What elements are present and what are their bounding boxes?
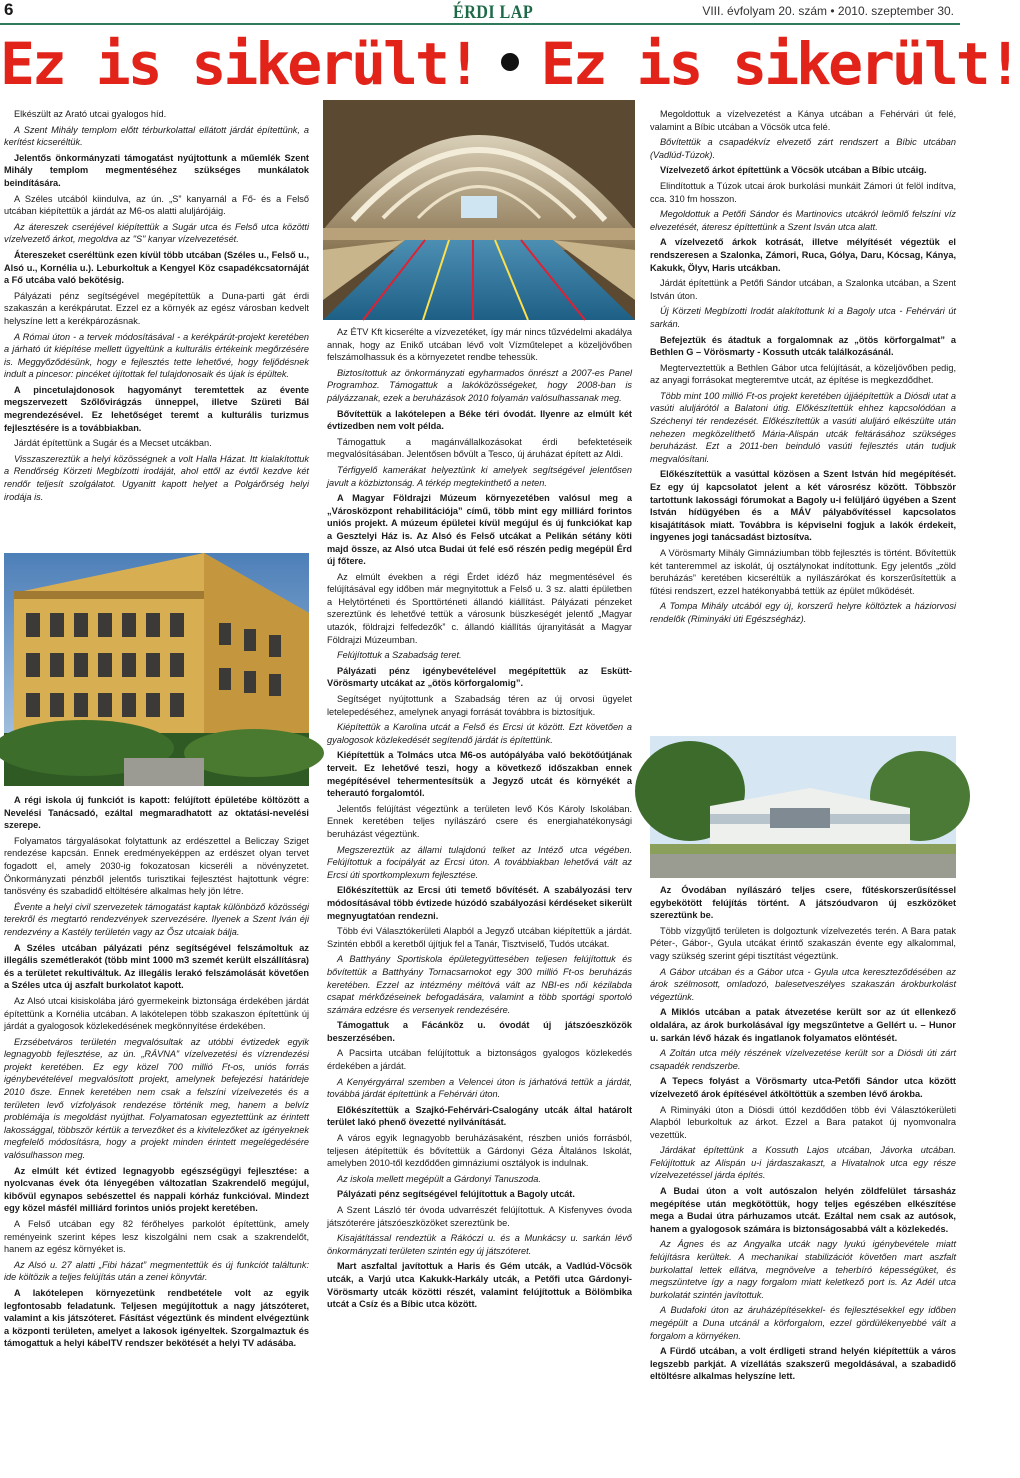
pool-photo bbox=[323, 100, 635, 320]
article-paragraph: Előkészítettük az Ercsi úti temető bővítését. A szabályozási terv módosításával több évtizede húzódó szabályozási kérdéseket sikerült megnyugtatóan rendezni. bbox=[327, 885, 632, 921]
article-paragraph: Elkészült az Arató utcai gyalogos híd. bbox=[14, 109, 167, 119]
article-paragraph: Kiépítettük a Karolina utcát a Felső és Ercsi út között. Ezt követően a gyalogosok közlekedését segítendő járdát is építettünk. bbox=[327, 722, 632, 745]
school-building-photo bbox=[4, 553, 309, 786]
column-1-bottom bbox=[4, 794, 309, 1474]
article-paragraph: Kisajátítással rendeztük a Rákóczi u. és a Munkácsy u. sarkán lévő önkormányzati területen szintén egy új játszóteret. bbox=[327, 1233, 632, 1256]
article-paragraph: Befejeztük és átadtuk a forgalomnak az „ötös körforgalmat” a Bethlen G – Vörösmarty - Kossuth utcák találkozásánál. bbox=[650, 334, 956, 358]
article-paragraph: Az ÉTV Kft kicserélte a vízvezetéket, így már nincs tűzvédelmi akadálya annak, hogy az Enikő utcában lévő volt Vízműtelepet a közeljövőben felszámolhassuk és a környezetet rendbe tehessük. bbox=[327, 327, 632, 363]
article-paragraph: Vízelvezető árkot építettünk a Vöcsök utcában a Bíbic utcáig. bbox=[660, 165, 927, 176]
bullet-dot bbox=[501, 53, 519, 71]
article-paragraph: Előkészítettük a Szajkó-Fehérvári-Csalogány utcák által határolt terület lakó phenő övezetté nyilvánítását. bbox=[327, 1104, 632, 1128]
article-paragraph: Átereszeket cseréltünk ezen kívül több utcában (Széles u., Felső u., Alsó u., Kornélia u.). Leburkoltuk a Kengyel Köz csapadékcsatornáját a Fő utcába való bekötésig. bbox=[4, 249, 309, 286]
headline-left: Ez is sikerült! bbox=[0, 30, 479, 98]
article-paragraph: Az elmúlt években a régi Érdet idéző ház megmentésével és felújításával egy időben már megnyitottuk a Felső u. 3 sz. alatti épületben a Helytörténeti és Sporttörténeti állandó kiállítást. Pályázati pénzeket szereztünk és lehetővé tettük a városunk büszkeségét jelentő „Magyar utazók, földrajzi felfedezők” c. állandó kiállítás újranyitását a Magyar Földrajzi Múzeumban. bbox=[327, 571, 632, 645]
newspaper-logo: ÉRDI LAP bbox=[453, 2, 534, 23]
article-paragraph: Pályázati pénz segítségével felújítottuk a Bagoly utcát. bbox=[337, 1189, 575, 1200]
article-paragraph: Az Ágnes és az Angyalka utcák nagy lyukú igénybevétele miatt felújításra kerültek. A mechanikai stabilizációt követően mart aszfalt burkolattal lettek ellátva, megnövelve a teherbíró képességüket, és megszüntetve így a nagy forgalom miatt keletkező port is. Az Adél utca burkolatát szintén javítottuk. bbox=[650, 1239, 956, 1300]
article-paragraph: Segítséget nyújtottunk a Szabadság téren az új orvosi ügyelet letelepedéséhez, amelynek anyagi forrását továbbra is biztosítjuk. bbox=[327, 694, 632, 717]
article-paragraph: A Széles utcában pályázati pénz segítségével felszámoltuk az illegális szemétlerakót (több mint 1000 m3 szemét került elszállításra) és a területet rekultiváltuk. Az illegális lerakó felszámolását követően a Széles utca új aszfalt burkolatot kapott. bbox=[4, 942, 309, 991]
article-paragraph: A Vörösmarty Mihály Gimnáziumban több fejlesztés is történt. Bővítettük két tanteremmel az iskolát, új osztálynokat indítottunk. Egy jelentős „zöld beruházás” keretében kicseréltük a nyílászárókat és korszerűsítettük a fűtési rendszert, ezzel hatékonyabbá tettük az épület működését. bbox=[650, 548, 956, 596]
article-paragraph: Mart aszfaltal javítottuk a Haris és Gém utcák, a Vadlúd-Vöcsök utcák, a Varjú utca Kakukk-Harkály utcák, a Petőfi utca Gárdonyi-Vörösmarty utcák közötti részét, valamint felújítottuk a Bölömbika utcát a Csíz és a Bíbic utca között. bbox=[327, 1261, 632, 1310]
article-paragraph: A lakótelepen környezetünk rendbetétele volt az egyik legfontosabb feladatunk. Teljesen megújítottuk a nagy játszóteret, valamint a kis játszóteret. Fásítást végeztünk és mindent elvégeztünk a központi területen, amelyet a lakosok igényeltek. Szorgalmaztuk és támogattuk a helyi kábelTV rendszer bekötését a helyi TV adásába. bbox=[4, 1287, 309, 1349]
column-3-bottom bbox=[650, 884, 956, 1474]
article-paragraph: A város egyik legnagyobb beruházásaként, részben uniós forrásból, teljesen átépítettük és bővítettük a Gárdonyi Géza Általános Iskolát, amelyben 2010-től kezdődően gimnáziumi osztályok is indulnak. bbox=[327, 1133, 632, 1169]
article-paragraph: Térfigyelő kamerákat helyeztünk ki amelyek segítségével jelentősen javult a közbiztonság. A térkép megtekinthető a neten. bbox=[327, 464, 632, 488]
article-paragraph: Járdát építettünk a Petőfi Sándor utcában, a Szalonka utcában, a Szent István úton. bbox=[650, 278, 956, 301]
headline-right: Ez is sikerült! bbox=[540, 30, 1020, 98]
article-paragraph: Támogattuk a Fácánköz u. óvodát új játszóeszközök beszerzésében. bbox=[327, 1020, 632, 1043]
article-paragraph: Megoldottuk a vízelvezetést a Kánya utcában a Fehérvári út felé, valamint a Bíbic utcában a Vöcsök utca felé. bbox=[650, 109, 956, 132]
article-paragraph: Jelentős felújítást végeztünk a területen levő Kós Károly Iskolában. Ennek keretében teljes nyílászáró csere és energiahatékonysági beruházást végeztünk. bbox=[327, 803, 632, 839]
article-paragraph: Biztosítottuk az önkormányzati egyharmados önrészt a 2007-es Panel Programhoz. Támogattuk a lakóközösségeket, hogy 2008-ban is pályázzanak, ezek a beruházások 2010 folyamán valósulhassanak meg. bbox=[327, 367, 632, 403]
article-paragraph: A Batthyány Sportiskola épületegyüttesében teljesen felújítottuk és bővítettük a Batthyány Tornacsarnokot egy 300 millió Ft-os beruházás keretében. Ezzel az intézmény méltóvá vált az NBI-es női kézilabda csapat mérkőzéseinek befogadására, valamint a több sportági sportoló számára edzésre és versenyek rendezésére. bbox=[327, 954, 632, 1015]
article-paragraph: A Budafoki úton az áruházépítésekkel- és fejlesztésekkel egy időben megépült a Duna utcánál a körforgalom, ezzel gördülékenyebbé vált a forgalom a környéken. bbox=[650, 1305, 956, 1341]
article-paragraph: A Tepecs folyást a Vörösmarty utca-Petőfi Sándor utca között vízelvezető árok építésével átköltöttük a szemben lévő árokba. bbox=[650, 1076, 956, 1099]
article-paragraph: Megterveztettük a Bethlen Gábor utca felújítását, a közeljövőben pedig, az anyagi forrásokat megteremtve utcát, az építése is megkezdődhet. bbox=[650, 362, 956, 386]
article-paragraph: Új Körzeti Megbízotti Irodát alakítottunk ki a Bagoly utca - Fehérvári út sarkán. bbox=[650, 306, 956, 329]
article-paragraph: Pályázati pénz segítségével megépítettük a Duna-parti gát érdi szakaszán a kerékpárutat. Ezzel ez a környék az egész városban kedvelt helyszíne lett a kerékpározásnak. bbox=[4, 290, 309, 326]
article-paragraph: Pályázati pénz igénybevételével megépítettük az Eskütt-Vörösmarty utcákat az „ötös körforgalomig”. bbox=[327, 665, 632, 689]
header-rule bbox=[0, 23, 960, 25]
sports-hall-illustration bbox=[650, 736, 956, 878]
article-paragraph: A Riminyáki úton a Diósdi úttól kezdődően több évi Választókerületi Alapból leburkoltuk az árkot. Ezzel a Bara patakot új nyomvonalra vezettük. bbox=[650, 1104, 956, 1140]
article-paragraph: A Széles utcából kiindulva, az ún. „S” kanyarnál a Fő- és a Felső utcában kiépítettük a járdát az M6-os alatti aluljárójáig. bbox=[4, 193, 309, 217]
article-paragraph: Több mint 100 millió Ft-os projekt keretében újjáépítettük a Diósdi utat a vasúti aluljárótól a Balatoni útig. Előkészítettük ehhez kapcsolódóan a Széchenyi tér rendezését. Előkészítettük a vasúti aluljáró elkészülte után nehezen megközelíthető Mária-Alispán utcák feltárásához szükséges beruházást. Ezt a 2011-ben beinduló vasúti fejlesztés után tudjuk megvalósítani. bbox=[650, 390, 956, 464]
article-paragraph: A Fürdő utcában, a volt érdligeti strand helyén kiépítettük a város legszebb parkját. A vízellátás szakszerű megoldásával, a szabadidő eltöltésre alkalmas helyszíne lett. bbox=[650, 1346, 956, 1382]
article-paragraph: A Gábor utcában és a Gábor utca - Gyula utca kereszteződésében az árok szélmosott, omladozó, balesetveszélyes szakaszán árokburkolást végeztünk. bbox=[650, 966, 956, 1002]
pool-illustration bbox=[323, 100, 635, 320]
article-paragraph: Előkészítettük a vasúttal közösen a Szent István híd megépítését. Ez egy új kapcsolatot jelent a két városrész között. Többször tartottunk lakossági fórumokat a Bagoly u-i felüljáró ügyében a Szent István hídügyében és a MÁV pályabővítéssel kapcsolatos kisajátítások miatt. Továbbra is képviselni fogjuk a lakók érdekeit, ingyenes jogi tanácsadást biztosítva. bbox=[650, 469, 956, 543]
article-paragraph: A Miklós utcában a patak átvezetése került sor az út ellenkező oldalára, az árok burkolásával így megszűntetve a Gellért u. – Hunor u. sarkán lévő házak és ingatlanok folyamatos elöntését. bbox=[650, 1007, 956, 1043]
article-paragraph: Több évi Választókerületi Alapból a Jegyző utcában kiépítettük a járdát. Szintén ebből a keretből újítjuk fel a Tanár, Tisztviselő, Tudós utcákat. bbox=[327, 926, 632, 949]
article-paragraph: A Pacsirta utcában felújítottuk a biztonságos gyalogos közlekedés érdekében a járdát. bbox=[327, 1048, 632, 1072]
article-paragraph: A Tompa Mihály utcából egy új, korszerű helyre költöztek a háziorvosi rendelők (Riminyáki úti Egészségház). bbox=[650, 601, 956, 624]
headline-banner bbox=[0, 30, 1020, 98]
article-paragraph: Bővítettük a lakótelepen a Béke téri óvodát. Ilyenre az elmúlt két évtizedben nem volt példa. bbox=[327, 408, 632, 432]
page-header bbox=[0, 0, 960, 26]
article-paragraph: Bővítettük a csapadékvíz elvezető zárt rendszert a Bíbic utcában (Vadlúd-Túzok). bbox=[650, 137, 956, 160]
article-paragraph: Folyamatos tárgyalásokat folytattunk az erdészettel a Beliczay Sziget rendezése kapcsán. Ennek eredményeképpen az erdészet olyan tervet fogadott el, amely 2030-ig fokozatosan kicseréli a növényzetet. Önkormányzati pénzből jelentős turisztikai fejlesztést hajtottunk végre: tanösvény és szabadidő eltöltésére alkalmas hely jön létre. bbox=[4, 835, 309, 897]
article-paragraph: Megszereztük az állami tulajdonú telket az Intéző utca végében. Felújítottuk a focipályát az Ercsi úton. A továbbiakban lehetővá vált az Ercsi úti sportkomplexum fejlesztése. bbox=[327, 844, 632, 880]
article-paragraph: Elindítottuk a Túzok utcai árok burkolási munkáit Zámori út felöl indítva, cca. 310 fm hosszon. bbox=[650, 180, 956, 204]
article-paragraph: Az átereszek cseréjével kiépítettük a Sugár utca és Felső utca közötti vízelvezető árkot, megoldva az "S" kanyar vízelvezetését. bbox=[4, 221, 309, 245]
article-paragraph: Évente a helyi civil szervezetek támogatást kaptak különböző közösségi terekről és megtartó rendezvények szervezésére. Ilyenek a Szent Iván éji rendezvény a Kastély területén vagy az Ősz utcaiak bálja. bbox=[4, 901, 309, 937]
article-paragraph: A Zoltán utca mély részének vízelvezetése került sor a Diósdi úti zárt csapadék rendszerbe. bbox=[650, 1048, 956, 1071]
article-paragraph: Erzsébetváros területén megvalósultak az utóbbi évtizedek egyik legnagyobb fejlesztése, az ún. „RÁVNA” vízelvezetési és vízrendezési projekt keretében. Ez egy közel 700 millió Ft-os, uniós forrás igénybevételével megvalósított projekt, amelynek befejezési határideje 2010 ősze. Ennek keretében nem csak a felszíni vízelvezetés és a területen levő vízfolyások rendezése történik meg, hanem a belvíz problémája is megoldást nyújthat. Folyamatosan egyeztettünk az érintett lakossággal, többször kértük a tervezőket és a kivitelezőket az igényeknek megfelelő módosításra, hogy a projekt minden érintett megelégedésére valósulhasson meg. bbox=[4, 1036, 309, 1161]
article-paragraph: Az Óvodában nyílászáró teljes csere, fűtéskorszerűsítéssel egybekötött felújítás történt. A játszóudvaron új eszközöket szereztünk be. bbox=[650, 885, 956, 921]
article-paragraph: Megoldottuk a Petőfi Sándor és Martinovics utcákról leömlő felszíni víz elvezetését, áteresz építtettünk a Szent Isván utca alatt. bbox=[650, 209, 956, 232]
school-illustration bbox=[4, 553, 309, 786]
article-paragraph: Az iskola mellett megépült a Gárdonyi Tanuszoda. bbox=[337, 1173, 541, 1184]
column-2 bbox=[327, 326, 632, 1474]
article-paragraph: Támogattuk a magánvállalkozásokat érdi befektetéseik megvalósításában. Jelentősen bővült a Tesco, új áruházat épített az Aldi. bbox=[327, 436, 632, 460]
article-paragraph: A vízelvezető árkok kotrását, illetve mélyítését végeztük el rendszeresen a Szalonka, Zámori, Ruca, Gólya, Daru, Kócsag, Kánya, Kakukk, Ölyv, Haris utcákban. bbox=[650, 237, 956, 273]
article-paragraph: Jelentős önkormányzati támogatást nyújtottunk a műemlék Szent Mihály templom megmentéséhez szükséges munkálatok beindítására. bbox=[4, 152, 309, 188]
article-paragraph: A Felső utcában egy 82 férőhelyes parkolót építettünk, amely reményeink szerint képes lesz kiszolgálni nem csak a szakrendelőt, hanem az egész környéket is. bbox=[4, 1219, 309, 1255]
article-paragraph: Az elmúlt két évtized legnagyobb egészségügyi fejlesztése: a nyolcvanas évek óta lényegében változatlan Szakrendelő megújul, kibővül egynapos sebészettel és nappali kórház funkcióval. Mindezt egy közel másfél milliárd forintos uniós projekt keretében. bbox=[4, 1165, 309, 1214]
article-paragraph: Több vízgyűjtő területen is dolgoztunk vízelvezetés terén. A Bara patak Péter-, Gábor-, Gyula utcákat érintő szakaszán évente egy alkalommal, vagy szükség szerint gépi tisztítást végeztünk. bbox=[650, 925, 956, 961]
article-paragraph: A pincetulajdonosok hagyományt teremtettek az évente megszervezett Szőlővirágzás ünneppel, illetve Szüreti Bál megrendezésével. Ez lehetőséget teremt a kulturális turizmus fejlesztésére is a továbbiakban. bbox=[4, 384, 309, 433]
article-paragraph: A Római úton - a tervek módosításával - a kerékpárút-projekt keretében a járható út kiépítése mellett ügyeltünk a kulturális értékeink megőrzésére is. Meggyőződésünk, hogy e fejlesztés tette lehetővé, hogy feljődésnek indult a pincesor: pincéket újítottak fel tulajdonosaik és újak is épültek. bbox=[4, 331, 309, 380]
article-paragraph: Az Alsó utcai kisiskolába járó gyermekeink biztonsága érdekében járdát építettünk a Kornélia utcában. A lakótelepen több szakaszon építettünk új járdát a gyalogosok közlekedésének megkönnyítése érdekében. bbox=[4, 995, 309, 1032]
column-3-top bbox=[650, 108, 956, 730]
article-paragraph: A Szent László tér óvoda udvarrészét felújítottuk. A Kisfenyves óvoda játszóterére játszóeszközöket szereztünk be. bbox=[327, 1205, 632, 1228]
article-paragraph: A Kenyérgyárral szemben a Velencei úton is járhatóvá tettük a járdát, továbbá járdát építettünk a Fehérvári úton. bbox=[327, 1076, 632, 1100]
article-paragraph: Visszaszereztük a helyi közösségnek a volt Halla Házat. Itt kialakítottuk a Rendőrség Körzeti Megbízotti irodáját, ahol ettől az évtől kezdve két rendőr teljesít szolgálatot. Ugyanitt kapott helyet a Polgárőrség helyi irodája is. bbox=[4, 453, 309, 502]
article-paragraph: Kiépítettük a Tolmács utca M6-os autópályába való bekötőútjának terveit. Ez lehetővé teszi, hogy a következő időszakban ennek megépítésével tehermentesítsük a Jegyző utcát és környékét a teherautó forgalomtól. bbox=[327, 750, 632, 799]
sports-hall-photo bbox=[650, 736, 956, 878]
article-paragraph: A Szent Mihály templom előtt térburkolattal ellátott járdát építettünk, a kerítést kicseréltük. bbox=[4, 124, 309, 148]
article-paragraph: A Budai úton a volt autószalon helyén zöldfelület társasház megépítése után megkötöttük, hogy teljes egészében elkészítése mega a Budai útra párhuzamos utcát. Ezáltal nem csak az autósok, hanem a gyalogosok számára is biztonságosabbá vált a közlekedés. bbox=[650, 1186, 956, 1234]
article-paragraph: Járdát építettünk a Sugár és a Mecset utcákban. bbox=[14, 438, 212, 449]
column-1-top bbox=[4, 108, 309, 548]
article-paragraph: Az Alsó u. 27 alatti „Fibi házat” megmentettük és új funkciót találtunk: ide költözik a teljes felújítás után a zenei könyvtár. bbox=[4, 1259, 309, 1283]
article-paragraph: Járdákat építettünk a Kossuth Lajos utcában, Jávorka utcában. Felújítottuk az Alispán u-i járdaszakaszt, a Hivatalnok utca egy része vízelvezetéssel járda építés. bbox=[650, 1145, 956, 1181]
article-paragraph: A Magyar Földrajzi Múzeum környezetében valósul meg a „Városközpont rehabilitációja” című, több mint egy milliárd forintos uniós projekt. A múzeum épületei kívül megújul és új funkciókat kap a Gesztelyi Ház is. Az Alsó és Felső utcákat a Pelikán sétány köti majd össze, az Alsó utca Budai út felé eső részén pedig megépül Érd új főtere. bbox=[327, 493, 632, 567]
page-number: 6 bbox=[4, 0, 14, 19]
article-paragraph: A régi iskola új funkciót is kapott: felújított épületébe költözött a Nevelési Tanácsadó, ezáltal megmaradhatott az oktatási-nevelési szerepe. bbox=[4, 795, 309, 831]
article-paragraph: Felújítottuk a Szabadság teret. bbox=[337, 650, 462, 661]
issue-info: VIII. évfolyam 20. szám • 2010. szeptember 30. bbox=[702, 4, 954, 18]
